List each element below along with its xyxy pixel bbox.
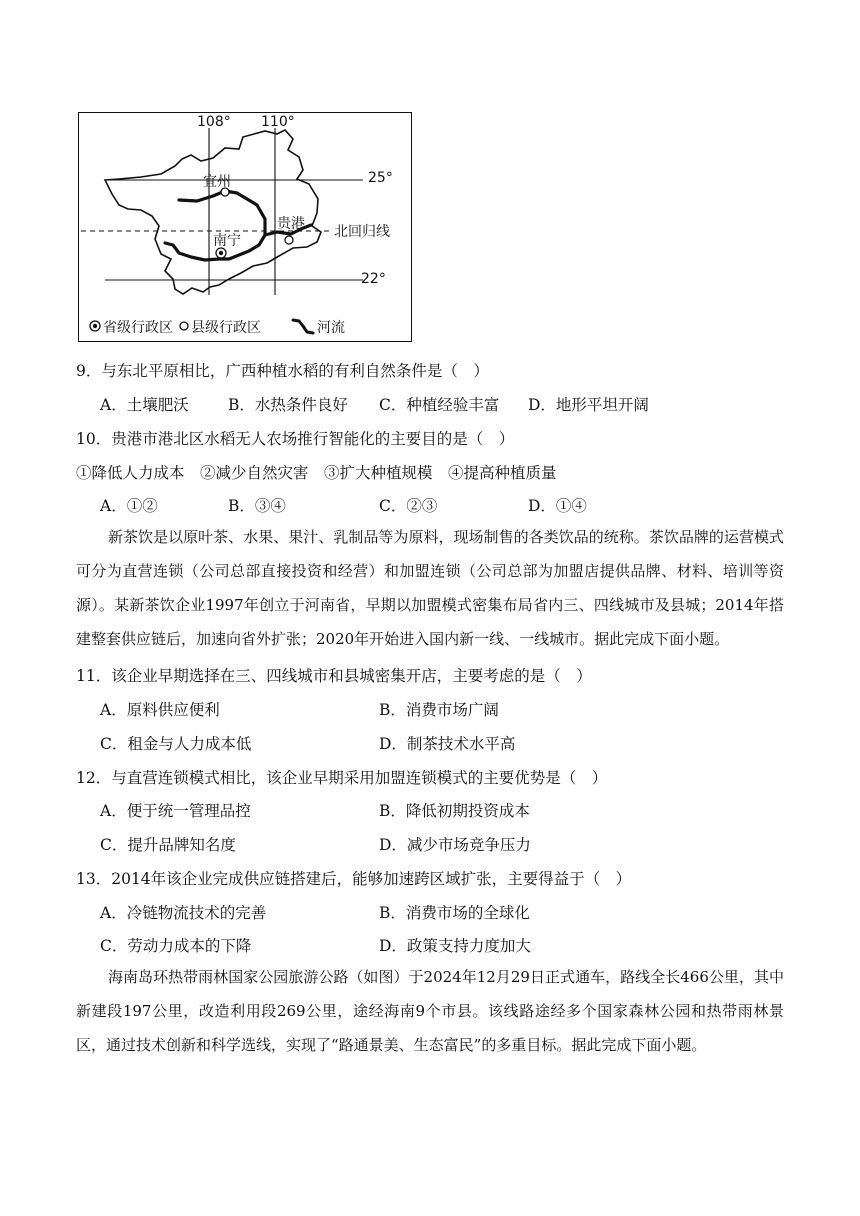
q12-option-d[interactable]: D．减少市场竞争压力 <box>379 836 531 854</box>
q11-option-d[interactable]: D．制茶技术水平高 <box>379 735 516 753</box>
city-guigang: 贵港 <box>277 216 305 232</box>
q9-option-d[interactable]: D．地形平坦开阔 <box>528 396 649 414</box>
q13-option-a[interactable]: A．冷链物流技术的完善 <box>100 904 267 922</box>
guigang-marker <box>285 236 293 244</box>
legend-county-symbol <box>180 322 188 330</box>
lon-label-108: 108° <box>197 114 231 130</box>
legend-river-symbol <box>293 320 313 333</box>
q11-stem: 11．该企业早期选择在三、四线城市和县城密集开店，主要考虑的是（ ） <box>76 667 592 685</box>
q12-stem: 12．与直营连锁模式相比，该企业早期采用加盟连锁模式的主要优势是（ ） <box>76 769 608 787</box>
legend-river-label: 河流 <box>317 320 345 336</box>
q10-stem: 10．贵港市港北区水稻无人农场推行智能化的主要目的是（ ） <box>76 430 515 448</box>
q11-option-a[interactable]: A．原料供应便利 <box>100 701 220 719</box>
q13-option-d[interactable]: D．政策支持力度加大 <box>379 937 531 955</box>
city-yizhou: 宜州 <box>203 174 231 190</box>
q12-option-b[interactable]: B．降低初期投资成本 <box>379 802 530 820</box>
q10-option-d[interactable]: D．①④ <box>528 497 587 515</box>
q13-option-c[interactable]: C．劳动力成本的下降 <box>100 937 252 955</box>
q13-stem: 13．2014年该企业完成供应链搭建后，能够加速跨区域扩张，主要得益于（ ） <box>76 870 632 888</box>
q10-option-b[interactable]: B．③④ <box>228 497 286 515</box>
lon-label-110: 110° <box>261 114 295 130</box>
q9-option-b[interactable]: B．水热条件良好 <box>228 396 348 414</box>
passage-tea: 新茶饮是以原叶茶、水果、果汁、乳制品等为原料，现场制售的各类饮品的统称。茶饮品牌的运营模式可分为直营连锁（公司总部直接投资和经营）和加盟连锁（公司总部为加盟店提供品牌、材料、培训等资源）。某新茶饮企业1997年创立于河南省，早期以加盟模式密集布局省内三、四线城市及县城；2014年搭建整套供应链后，加速向省外扩张；2020年开始进入国内新一线、一线城市。据此完成下面小题。 <box>76 528 784 648</box>
lat-label-25: 25° <box>368 170 393 186</box>
passage-hainan-road: 海南岛环热带雨林国家公园旅游公路（如图）于2024年12月29日正式通车，路线全长466公里，其中新建段197公里，改造利用段269公里，途经海南9个市县。该线路途经多个国家森林公园和热带雨林景区，通过技术创新和科学选线，实现了“路通景美、生态富民”的多重目标。据此完成下面小题。 <box>76 968 784 1054</box>
legend-provincial-label: 省级行政区 <box>103 320 173 336</box>
q9-option-c[interactable]: C．种植经验丰富 <box>379 396 500 414</box>
q11-option-b[interactable]: B．消费市场广阔 <box>379 701 499 719</box>
q10-option-c[interactable]: C．②③ <box>379 497 438 515</box>
q13-option-b[interactable]: B．消费市场的全球化 <box>379 904 530 922</box>
q12-option-a[interactable]: A．便于统一管理品控 <box>100 802 251 820</box>
tropic-label: 北回归线 <box>334 224 390 240</box>
region-outline <box>105 130 321 294</box>
q11-option-c[interactable]: C．租金与人力成本低 <box>100 735 252 753</box>
q9-stem: 9．与东北平原相比，广西种植水稻的有利自然条件是（ ） <box>76 362 489 380</box>
nanning-marker-dot <box>219 251 223 255</box>
city-nanning: 南宁 <box>213 233 241 249</box>
q10-option-a[interactable]: A．①② <box>100 497 158 515</box>
q12-option-c[interactable]: C．提升品牌知名度 <box>100 836 236 854</box>
guangxi-map <box>78 112 412 342</box>
legend-county-label: 县级行政区 <box>191 320 261 336</box>
q10-items: ①降低人力成本 ②减少自然灾害 ③扩大种植规模 ④提高种植质量 <box>76 464 557 482</box>
q9-option-a[interactable]: A．土壤肥沃 <box>100 396 189 414</box>
lat-label-22: 22° <box>361 271 386 287</box>
